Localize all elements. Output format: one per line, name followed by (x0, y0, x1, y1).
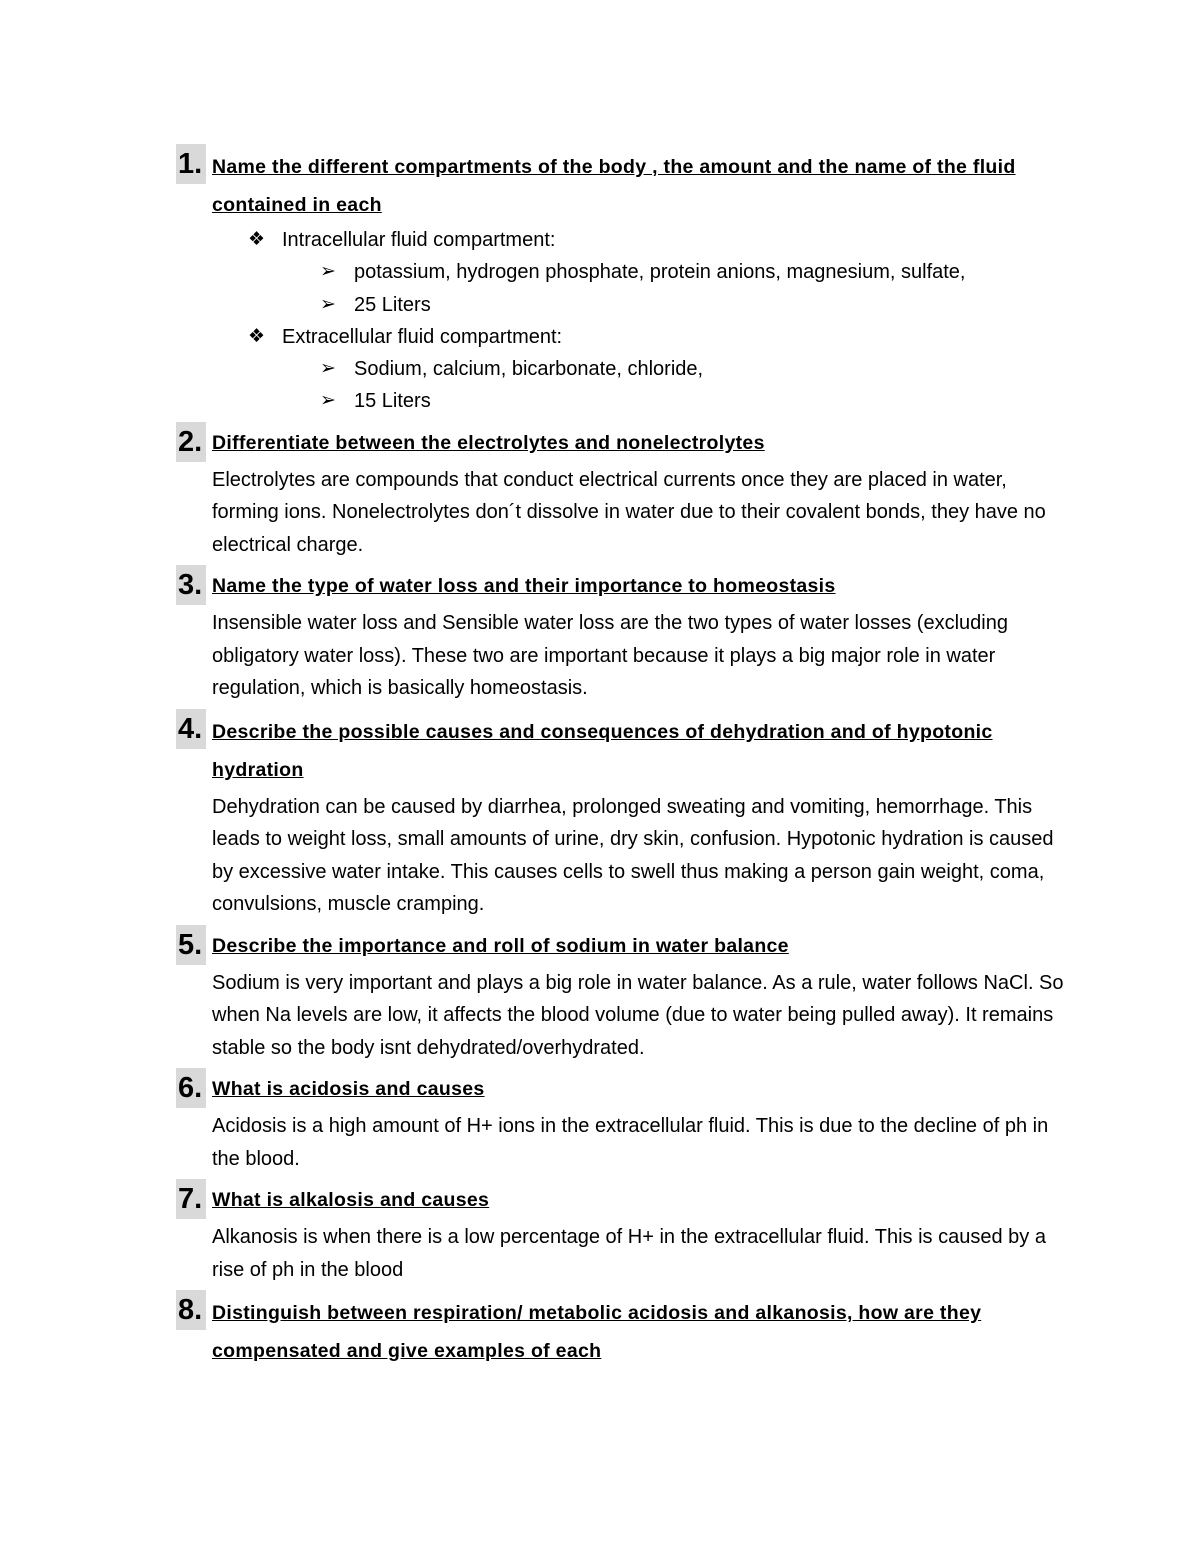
question-number: 8. (176, 1290, 206, 1330)
list-item: ➢ Sodium, calcium, bicarbonate, chloride, (320, 353, 1066, 385)
document-content (176, 140, 1066, 1370)
question-number: 5. (176, 925, 206, 965)
question-number: 3. (176, 565, 206, 605)
question-7-heading (176, 1179, 1066, 1219)
sublist (282, 353, 1066, 418)
question-title: Distinguish between respiration/ metabolic acidosis and alkanosis, how are they compensated and give examples of each (212, 1302, 982, 1363)
answer-text: Alkanosis is when there is a low percentage of H+ in the extracellular fluid. This is caused by a rise of ph in the blood (212, 1226, 1046, 1281)
question-4-heading (176, 709, 1066, 789)
question-2-heading (176, 422, 1066, 462)
arrow-bullet-icon: ➢ (320, 261, 336, 283)
question-1-heading (176, 144, 1066, 224)
question-number: 7. (176, 1179, 206, 1219)
answer-text: Dehydration can be caused by diarrhea, prolonged sweating and vomiting, hemorrhage. This leads to weight loss, small amounts of urine, dry skin, confusion. Hypotonic hydration is caused by excessive water intake. This causes cells to swell thus making a person gain weight, coma, convulsions, muscle cramping. (212, 795, 1054, 916)
question-3-heading (176, 565, 1066, 605)
question-5-heading (176, 925, 1066, 965)
arrow-bullet-icon: ➢ (320, 293, 336, 315)
question-title: What is alkalosis and causes (212, 1189, 490, 1212)
question-title: Name the different compartments of the body , the amount and the name of the fluid contained in each (212, 156, 1016, 216)
question-number: 6. (176, 1068, 206, 1108)
arrow-bullet-icon: ➢ (320, 358, 336, 380)
question-title: Describe the importance and roll of sodium in water balance (212, 934, 789, 957)
question-6-heading (176, 1068, 1066, 1108)
question-title: Describe the possible causes and consequences of dehydration and of hypotonic hydration (212, 720, 993, 781)
sublist (282, 256, 1066, 321)
answer-text: Insensible water loss and Sensible water loss are the two types of water losses (excluding obligatory water loss). These two are important because it plays a big major role in water regulation, which is basically homeostasis. (212, 612, 1008, 700)
question-8-heading (176, 1290, 1066, 1370)
question-title: Differentiate between the electrolytes and nonelectrolytes (212, 431, 765, 454)
diamond-bullet-icon: ❖ (248, 229, 266, 250)
list-item: ➢ 25 Liters (320, 289, 1066, 321)
question-title: What is acidosis and causes (212, 1078, 485, 1101)
list-item: ➢ potassium, hydrogen phosphate, protein anions, magnesium, sulfate, (320, 256, 1066, 288)
question-title: Name the type of water loss and their importance to homeostasis (212, 575, 836, 598)
question-number: 1. (176, 144, 206, 184)
answer-text: Electrolytes are compounds that conduct electrical currents once they are placed in water, forming ions. Nonelectrolytes don´t dissolve in water due to their covalent bonds, they have no electrical charge. (212, 468, 1046, 556)
answer-text: Sodium is very important and plays a big role in water balance. As a rule, water follows NaCl. So when Na levels are low, it affects the blood volume (due to water being pulled away). It remains stable so the body isnt dehydrated/overhydrated. (212, 971, 1064, 1059)
arrow-bullet-icon: ➢ (320, 390, 336, 412)
compartment-list (176, 224, 1066, 418)
question-number: 2. (176, 422, 206, 462)
list-item: ❖ Intracellular fluid compartment: ➢ potassium, hydrogen phosphate, protein anions, magnesium, sulfate, ➢ 25 Liters (248, 224, 1066, 321)
diamond-bullet-icon: ❖ (248, 325, 266, 347)
list-item: ➢ 15 Liters (320, 385, 1066, 417)
answer-text: Acidosis is a high amount of H+ ions in the extracellular fluid. This is due to the decline of ph in the blood. (212, 1115, 1049, 1170)
question-number: 4. (176, 709, 206, 749)
list-item: ❖ Extracellular fluid compartment: ➢ Sodium, calcium, bicarbonate, chloride, ➢ 15 Liters (248, 321, 1066, 418)
